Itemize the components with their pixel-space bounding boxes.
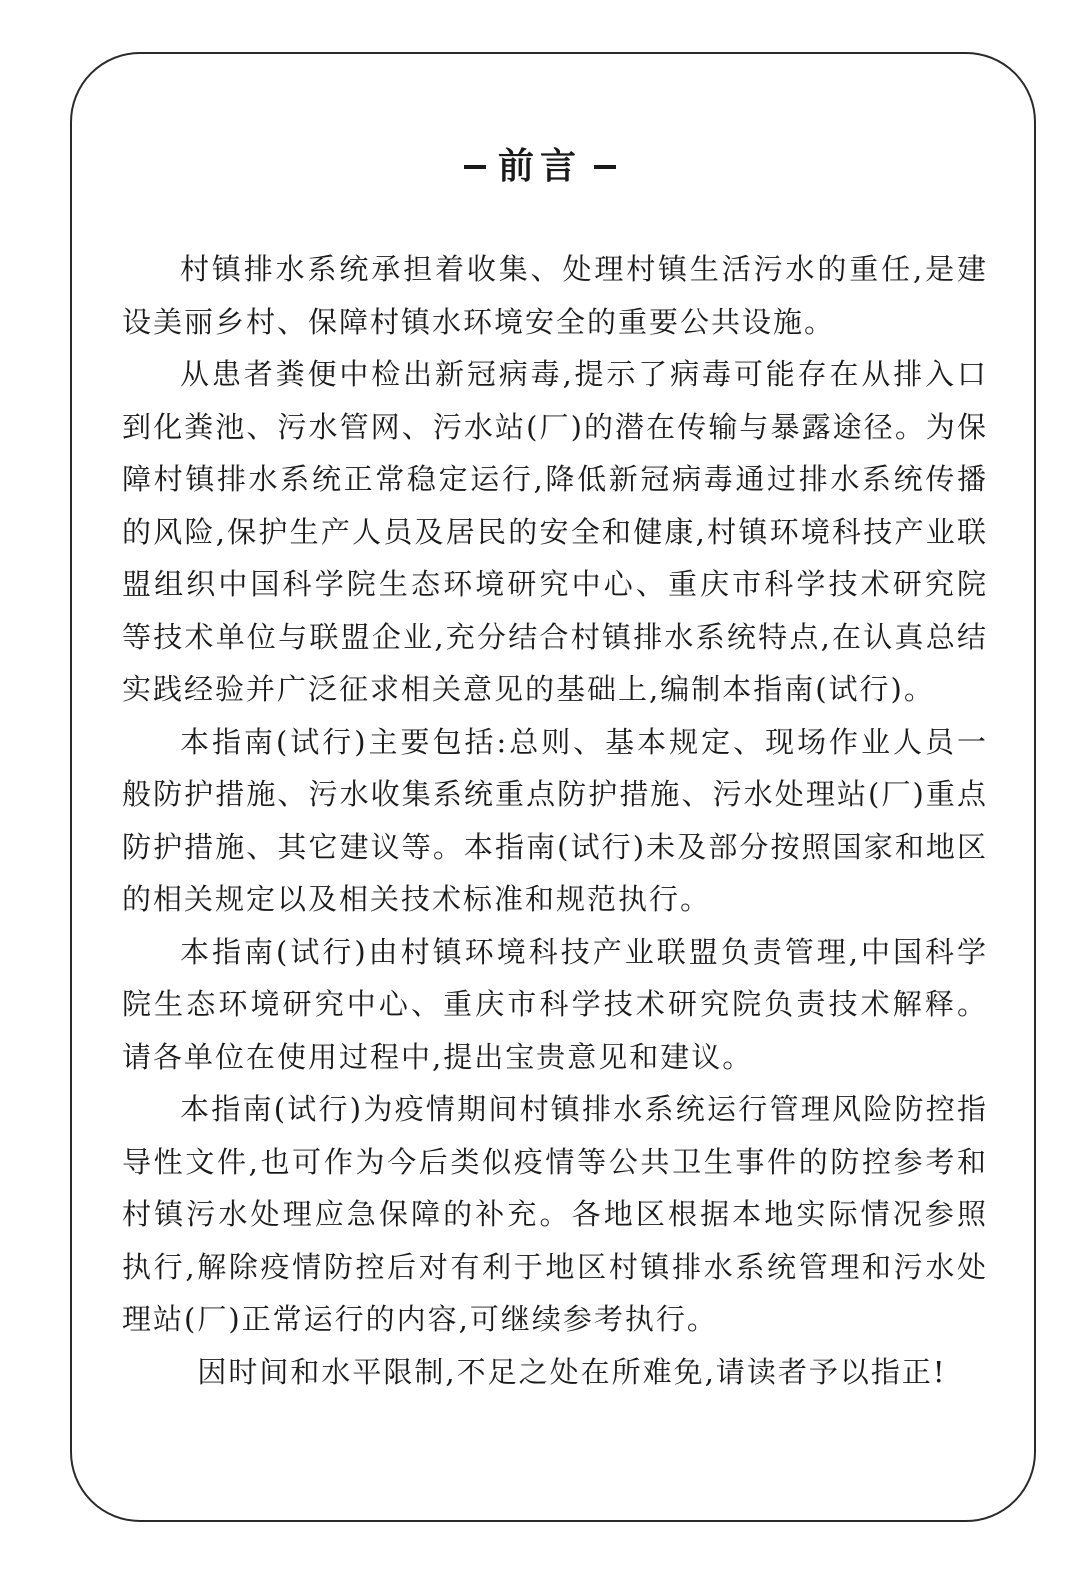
paragraph-3: 本指南(试行)主要包括:总则、基本规定、现场作业人员一般防护措施、污水收集系统重点防护措施、污水处理站(厂)重点防护措施、其它建议等。本指南(试行)未及部分按照国家和地区的相关规定以及相关技术标准和规范执行。 [122, 724, 988, 916]
paragraph-1: 村镇排水系统承担着收集、处理村镇生活污水的重任,是建设美丽乡村、保障村镇水环境安全的重要公共设施。 [122, 252, 988, 339]
paragraph-2: 从患者粪便中检出新冠病毒,提示了病毒可能存在从排入口到化粪池、污水管网、污水站(厂)的潜在传输与暴露途径。为保障村镇排水系统正常稳定运行,降低新冠病毒通过排水系统传播的风险,保护生产人员及居民的安全和健康,村镇环境科技产业联盟组织中国科学院生态环境研究中心、重庆市科学技术研究院等技术单位与联盟企业,充分结合村镇排水系统特点,在认真总结实践经验并广泛征求相关意见的基础上,编制本指南(试行)。 [122, 357, 988, 706]
page-title-block [0, 138, 1080, 194]
closing-line: 因时间和水平限制,不足之处在所难免,请读者予以指正! [197, 1354, 947, 1389]
paragraph-4: 本指南(试行)由村镇环境科技产业联盟负责管理,中国科学院生态环境研究中心、重庆市科学技术研究院负责技术解释。请各单位在使用过程中,提出宝贵意见和建议。 [122, 934, 988, 1074]
preface-body [122, 243, 988, 1398]
title-right-dash [594, 165, 616, 169]
title-left-dash [464, 165, 486, 169]
paragraph-5: 本指南(试行)为疫情期间村镇排水系统运行管理风险防控指导性文件,也可作为今后类似疫情等公共卫生事件的防控参考和村镇污水处理应急保障的补充。各地区根据本地实际情况参照执行,解除疫情防控后对有利于地区村镇排水系统管理和污水处理站(厂)正常运行的内容,可继续参考执行。 [122, 1092, 988, 1336]
page-title: 前言 [497, 145, 582, 187]
